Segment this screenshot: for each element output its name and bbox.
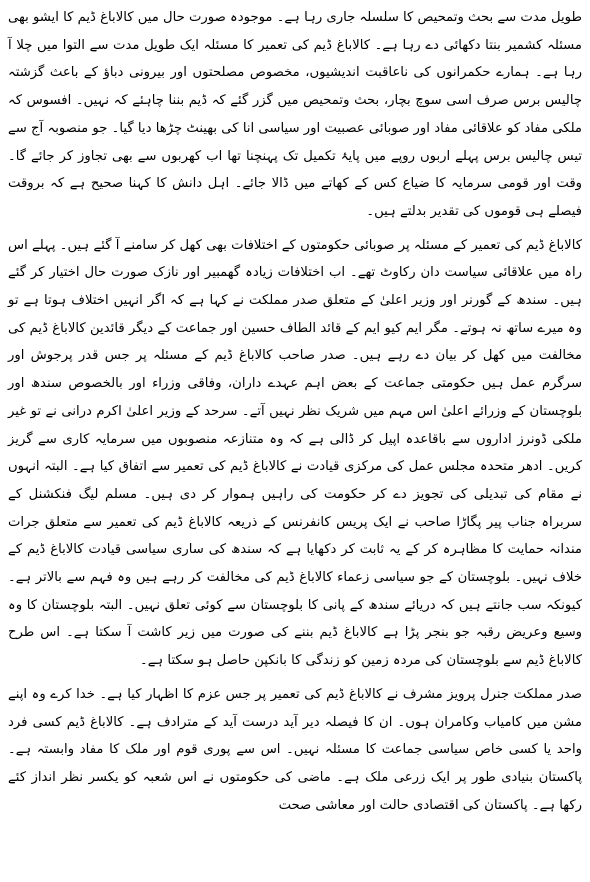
paragraph-1: طویل مدت سے بحث وتمحیص کا سلسلہ جاری رہا ہے۔ موجودہ صورت حال میں کالاباغ ڈیم کا ایشو بھی مسئلہ کشمیر بنتا دکھائی دے رہا ہے۔ کالاباغ ڈیم کی تعمیر کا مسئلہ ایک طویل مدت سے التوا میں چلا آ رہا ہے۔ ہمارے حکمرانوں کی ناعاقبت اندیشیوں، مخصوص مصلحتوں اور بیرونی دباؤ کے باعث گزشتہ چالیس برس صرف اسی سوچ بچار، بحث وتمحیص میں گزر گئے کہ ڈیم بننا چاہئے کہ نہیں۔ افسوس کہ ملکی مفاد کو علاقائی مفاد اور صوبائی عصبیت اور سیاسی انا کی بھینٹ چڑھا دیا گیا۔ جو منصوبہ آج سے تیس چالیس برس پہلے اربوں روپے میں پایۂ تکمیل تک پہنچنا تھا اب کھربوں سے بھی تجاوز کر جائے گا۔ وقت اور قومی سرمایہ کا ضیاع کس کے کھاتے میں ڈالا جائے۔ اہل دانش کا کہنا صحیح ہے کہ بروقت فیصلے ہی قوموں کی تقدیر بدلتے ہیں۔ bbox=[8, 10, 582, 219]
paragraph-3: صدر مملکت جنرل پرویز مشرف نے کالاباغ ڈیم کی تعمیر پر جس عزم کا اظہار کیا ہے۔ خدا کرے وہ اپنے مشن میں کامیاب وکامران ہوں۔ ان کا فیصلہ دیر آید درست آید کے مترادف ہے۔ کالاباغ ڈیم کسی فرد واحد یا کسی خاص سیاسی جماعت کا مسئلہ نہیں۔ اس سے پوری قوم اور ملک کا مفاد وابستہ ہے۔ پاکستان بنیادی طور پر ایک زرعی ملک ہے۔ ماضی کی حکومتوں نے اس شعبہ کو یکسر نظر انداز کئے رکھا ہے۔ پاکستان کی اقتصادی حالت اور معاشی صحت bbox=[8, 686, 582, 813]
paragraph-2: کالاباغ ڈیم کی تعمیر کے مسئلہ پر صوبائی حکومتوں کے اختلافات بھی کھل کر سامنے آ گئے ہیں۔ پہلے اس راہ میں علاقائی سیاست دان رکاوٹ تھے۔ اب اختلافات زیادہ گھمبیر اور نازک صورت حال اختیار کر گئے ہیں۔ سندھ کے گورنر اور وزیر اعلیٰ کے متعلق صدر مملکت نے کہا ہے کہ اگر انہیں اختلاف ہوتا ہے تو وہ میرے ساتھ نہ ہوتے۔ مگر ایم کیو ایم کے قائد الطاف حسین اور جماعت کے دیگر قائدین کالاباغ ڈیم کی مخالفت میں کھل کر بیان دے رہے ہیں۔ صدر صاحب کالاباغ ڈیم کے مسئلہ پر جس قدر پرجوش اور سرگرم عمل ہیں حکومتی جماعت کے بعض اہم عہدے داران، وفاقی وزراء اور بالخصوص سندھ اور بلوچستان کے وزرائے اعلیٰ اس مہم میں شریک نظر نہیں آتے۔ سرحد کے وزیر اعلیٰ اکرم درانی نے تو غیر ملکی ڈونرز اداروں سے باقاعدہ اپیل کر ڈالی ہے کہ وہ متنازعہ منصوبوں میں سرمایہ کاری سے گریز کریں۔ ادھر متحدہ مجلس عمل کی مرکزی قیادت نے کالاباغ ڈیم کی تعمیر سے اتفاق کیا ہے۔ البتہ انہوں نے مقام کی تبدیلی کی تجویز دے کر حکومت کی راہیں ہموار کر دی ہیں۔ مسلم لیگ فنکشنل کے سربراہ جناب پیر پگاڑا صاحب نے ایک پریس کانفرنس کے ذریعہ کالاباغ ڈیم کی تعمیر سے متعلق جرات مندانہ حمایت کا مظاہرہ کر کے یہ ثابت کر دکھایا ہے کہ سندھ کی ساری سیاسی قیادت کالاباغ ڈیم کے خلاف نہیں۔ بلوچستان کے جو سیاسی زعماء کالاباغ ڈیم کی مخالفت کر رہے ہیں وہ فہم سے بالاتر ہے۔ کیونکہ سب جانتے ہیں کہ دریائے سندھ کے پانی کا بلوچستان سے کوئی تعلق نہیں۔ البتہ بلوچستان کا وہ وسیع وعریض رقبہ جو بنجر پڑا ہے کالاباغ ڈیم بننے کی صورت میں زیر کاشت آ سکتا ہے۔ اس طرح کالاباغ ڈیم سے بلوچستان کی مردہ زمین کو زندگی کا بانکپن حاصل ہو سکتا ہے۔ bbox=[8, 237, 582, 669]
